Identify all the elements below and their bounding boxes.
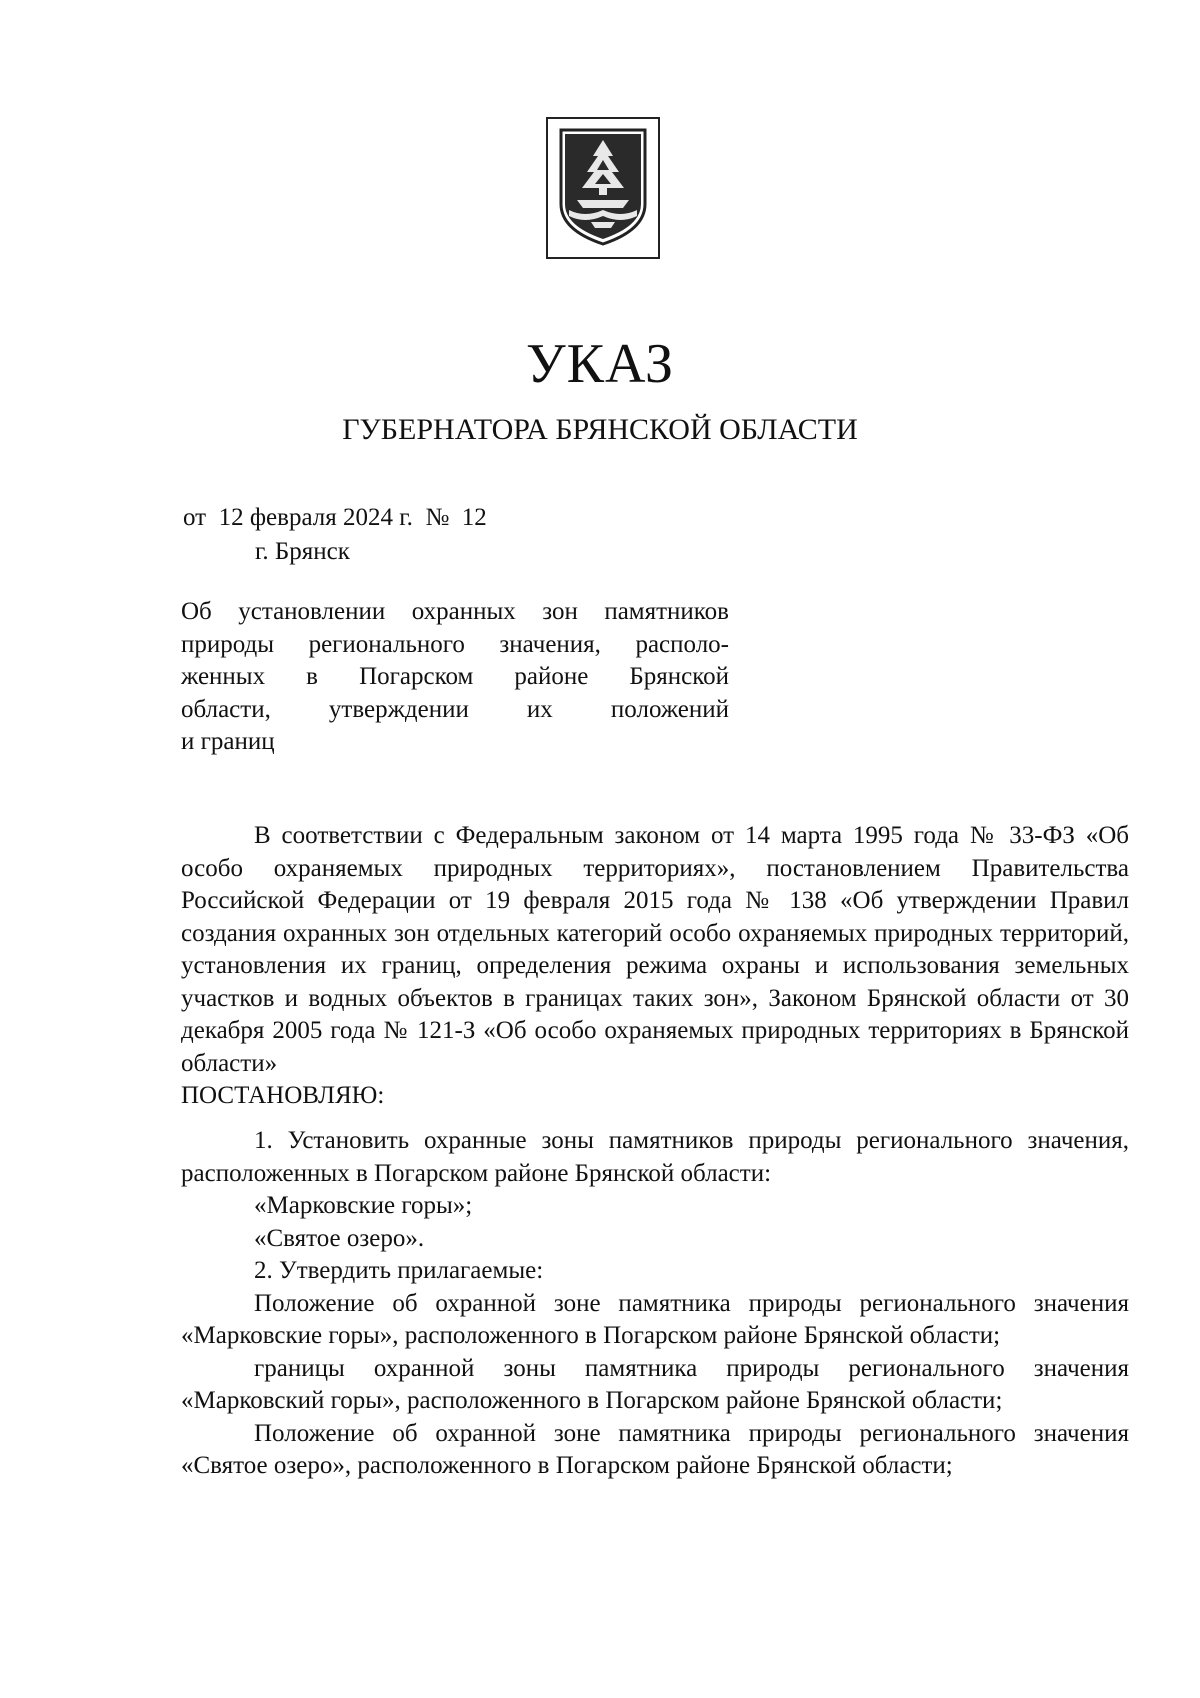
decree-word: ПОСТАНОВЛЯЮ: xyxy=(181,1082,385,1109)
item-2-regulation-b: Положение об охранной зоне памятника природы регионального значения «Святое озеро», расположенного в Погарском районе Брянской области; xyxy=(181,1419,1129,1479)
item-2-boundaries-a: границы охранной зоны памятника природы регионального значения «Марковский горы», расположенного в Погарском районе Брянской области; xyxy=(181,1354,1129,1414)
legal-basis-section xyxy=(181,820,1129,1113)
document-title: УКАЗ xyxy=(525,333,675,395)
document-number: 12 xyxy=(461,504,487,531)
subject-line: и границ xyxy=(181,728,275,755)
document-date: 12 февраля 2024 г. xyxy=(218,504,413,531)
item-1-zone-a: «Марковские горы»; xyxy=(254,1192,473,1219)
item-1: 1. Установить охранные зоны памятников природы регионального значения, расположенных в Погарском районе Брянской области: xyxy=(181,1127,1129,1187)
document-subtitle: ГУБЕРНАТОРА БРЯНСКОЙ ОБЛАСТИ xyxy=(342,413,858,446)
legal-basis-paragraph: В соответствии с Федеральным законом от 14 марта 1995 года № 33-ФЗ «Об особо охраняемых природных территориях», постановлением Правительства Российской Федерации от 19 февраля 2015 года № 138 «Об утверждении Правил создания охранных зон отдельных категорий особо охраняемых природных территорий, установления их границ, определения режима охраны и использования земельных участков и водных объектов в границах таких зон», Законом Брянской области от 30 декабря 2005 года № 121-З «Об особо охраняемых природных территориях в Брянской области» xyxy=(181,822,1129,1077)
number-sign: № xyxy=(425,504,450,531)
bryansk-emblem-icon xyxy=(555,126,651,250)
decree-items xyxy=(181,1125,1129,1483)
item-2: 2. Утвердить прилагаемые: xyxy=(254,1257,544,1284)
subject-line: женных в Погарском районе Брянской xyxy=(181,663,729,690)
date-prefix: от xyxy=(183,504,207,531)
subject-line: Об установлении охранных зон памятников xyxy=(181,598,729,625)
coat-of-arms-icon xyxy=(546,117,660,259)
document-city: г. Брянск xyxy=(255,538,350,565)
subject-line: природы регионального значения, располо- xyxy=(181,630,729,658)
document-subject xyxy=(181,596,729,759)
item-1-zone-b: «Святое озеро». xyxy=(254,1224,425,1252)
subject-line: области, утверждении их положений xyxy=(181,695,729,723)
date-line xyxy=(183,502,487,534)
item-2-regulation-a: Положение об охранной зоне памятника природы регионального значения «Марковские горы», расположенного в Погарском районе Брянской области; xyxy=(181,1289,1129,1349)
